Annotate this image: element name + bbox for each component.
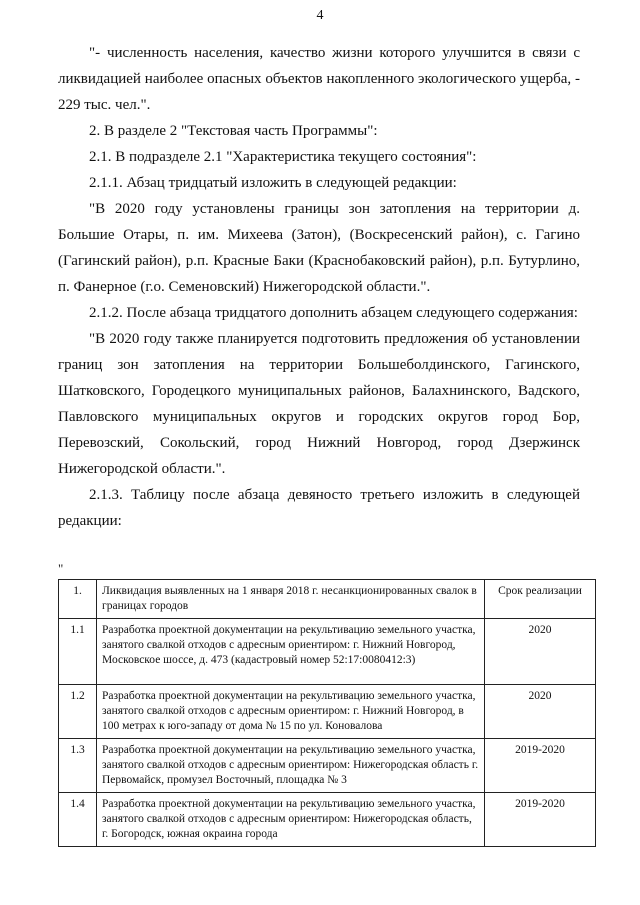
row-term-cell: 2019-2020 [485, 793, 596, 847]
document-body [58, 40, 580, 534]
landfill-table [58, 579, 596, 847]
row-term-cell: 2020 [485, 685, 596, 739]
table-open-quote: " [58, 561, 64, 576]
header-name-cell: Ликвидация выявленных на 1 января 2018 г. несанкционированных свалок в границах городов [97, 580, 485, 619]
header-number-cell: 1. [59, 580, 97, 619]
header-term-cell: Срок реализации [485, 580, 596, 619]
row-number-cell: 1.3 [59, 739, 97, 793]
paragraph-item-2-1-3: 2.1.3. Таблицу после абзаца девяносто третьего изложить в следующей редакции: [58, 487, 580, 529]
table-row [59, 793, 596, 847]
row-number-cell: 1.2 [59, 685, 97, 739]
paragraph-subsection-2-1: 2.1. В подразделе 2.1 "Характеристика текущего состояния": [89, 149, 477, 165]
row-term-cell: 2020 [485, 619, 596, 685]
paragraph-item-2-1-2: 2.1.2. После абзаца тридцатого дополнить абзацем следующего содержания: [89, 305, 578, 321]
table-row [59, 739, 596, 793]
table-header-row [59, 580, 596, 619]
paragraph-flood-proposals: "В 2020 году также планируется подготовить предложения об установлении границ зон затопления на территории Большеболдинского, Гагинского, Шатковского, Городецкого муниципальных районов, Балахнинского, Вадского, Павловского муниципальных округов и городских округов город Бор, Перевозский, Сокольский, город Нижний Новгород, город Дзержинск Нижегородской области.". [58, 331, 580, 477]
row-name-cell: Разработка проектной документации на рекультивацию земельного участка, занятого свалкой отходов с адресным ориентиром: г. Нижний Новгород, в 100 метрах к юго-западу от дома № 15 по ул. Коновалова [97, 685, 485, 739]
paragraph-flood-zones-2020: "В 2020 году установлены границы зон затопления на территории д. Большие Отары, п. им. Михеева (Затон), (Воскресенский район), с. Гагино (Гагинский район), р.п. Красные Баки (Краснобаковский район), р.п. Бутурлино, п. Фанерное (г.о. Семеновский) Нижегородской области.". [58, 201, 580, 295]
row-name-cell: Разработка проектной документации на рекультивацию земельного участка, занятого свалкой отходов с адресным ориентиром: Нижегородская область, г. Богородск, южная окраина города [97, 793, 485, 847]
table-row [59, 685, 596, 739]
row-name-cell: Разработка проектной документации на рекультивацию земельного участка, занятого свалкой отходов с адресным ориентиром: г. Нижний Новгород, Московское шоссе, д. 473 (кадастровый номер 52:17:0080412:3) [97, 619, 485, 685]
row-name-cell: Разработка проектной документации на рекультивацию земельного участка, занятого свалкой отходов с адресным ориентиром: Нижегородская область г. Первомайск, промузел Восточный, площадка № 3 [97, 739, 485, 793]
paragraph-population-indicator: "- численность населения, качество жизни которого улучшится в связи с ликвидацией наиболее опасных объектов накопленного экологического ущерба, - 229 тыс. чел.". [58, 45, 580, 113]
table-row [59, 619, 596, 685]
row-number-cell: 1.1 [59, 619, 97, 685]
row-number-cell: 1.4 [59, 793, 97, 847]
page-number: 4 [316, 8, 324, 23]
paragraph-item-2-1-1: 2.1.1. Абзац тридцатый изложить в следующей редакции: [89, 175, 457, 191]
paragraph-section-2: 2. В разделе 2 "Текстовая часть Программы": [89, 123, 378, 139]
row-term-cell: 2019-2020 [485, 739, 596, 793]
